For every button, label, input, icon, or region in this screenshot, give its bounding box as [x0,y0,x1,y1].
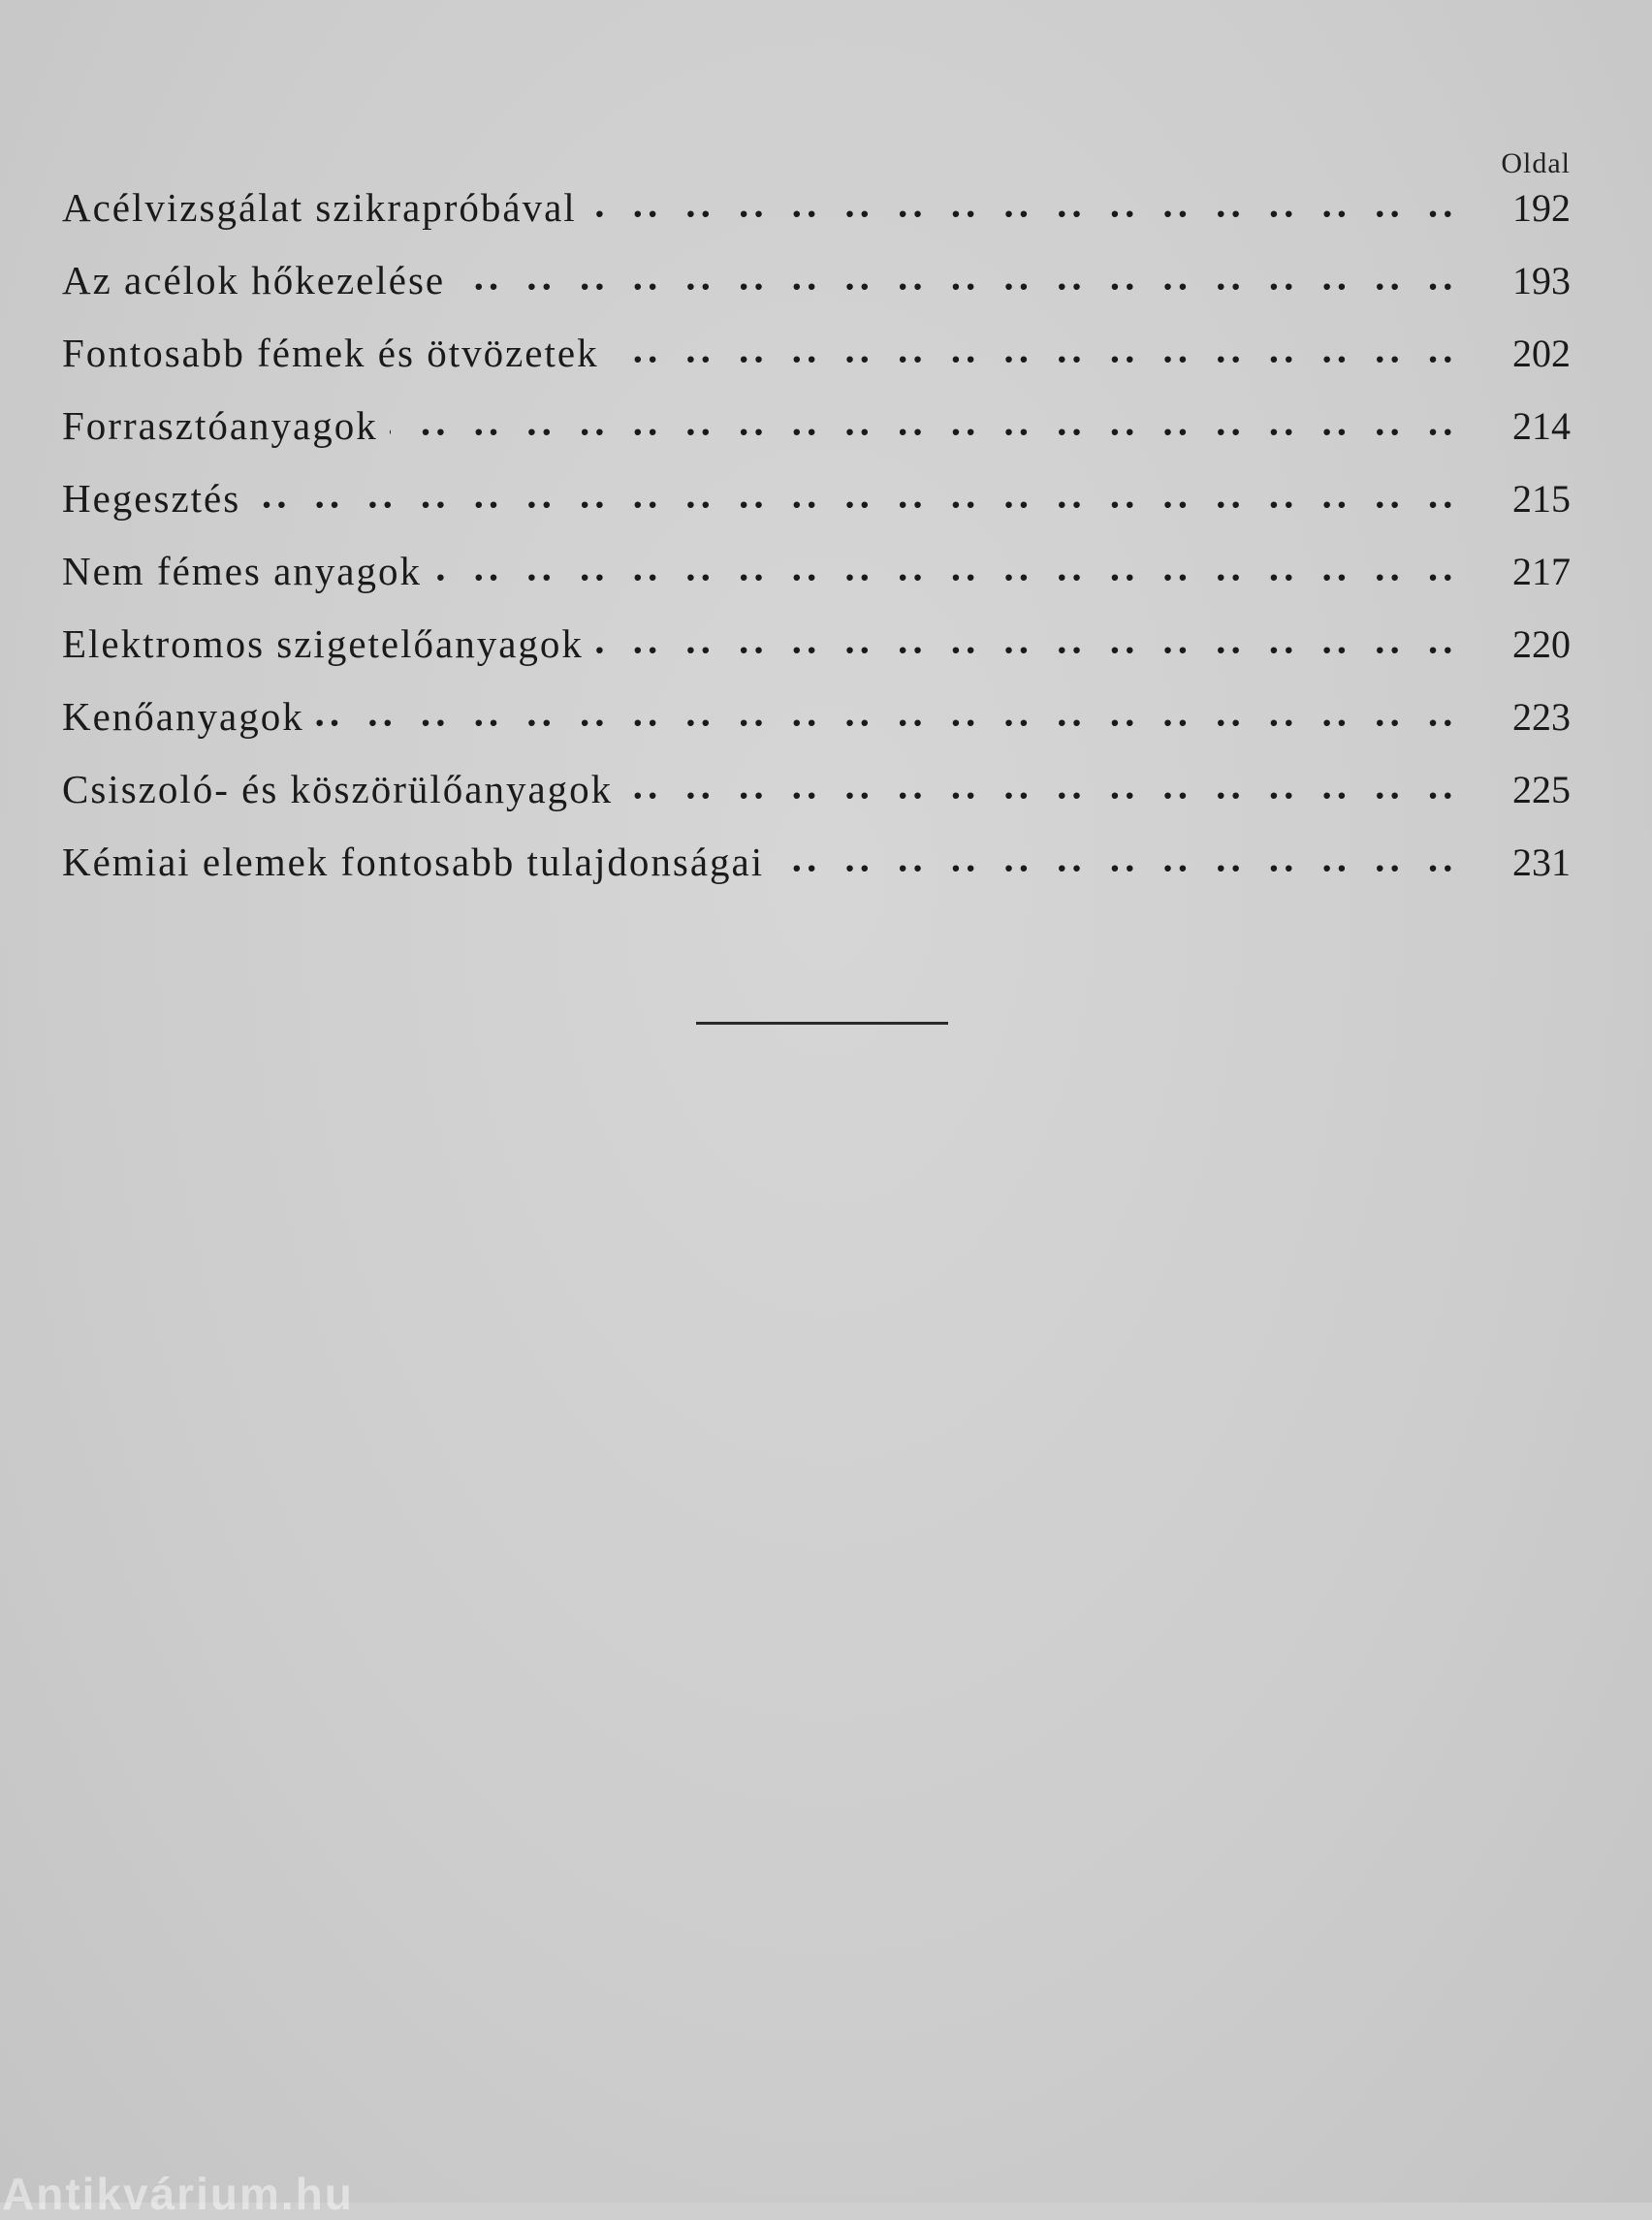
toc-entry-title: Forrasztóanyagok [62,403,378,448]
dot-leader [588,191,1479,239]
toc-entry-page: 202 [1512,332,1571,375]
toc-entry-title: Acélvizsgálat szikrapróbával [62,185,577,230]
dot-leader [390,409,1479,458]
toc-entry [62,330,1571,402]
toc-entry [62,766,1571,839]
toc-entry-title: Elektromos szigetelőanyagok [62,621,584,666]
toc-entry-title: Nem fémes anyagok [62,549,422,593]
page-column-label: Oldal [1501,147,1571,179]
toc-entry [62,839,1571,911]
toc-entry [62,693,1571,766]
toc-entry [62,184,1571,257]
toc-entry [62,257,1571,330]
dot-leader [595,627,1479,676]
toc-entry-page: 193 [1512,259,1571,302]
toc-entry-page: 223 [1512,695,1571,739]
toc-entry-title: Csiszoló- és köszörülőanyagok [62,767,614,811]
dot-leader [316,700,1479,748]
toc-entry-page: 220 [1512,622,1571,666]
dot-leader [776,845,1479,894]
toc-entry-title: Az acélok hőkezelése [62,258,446,302]
toc-entry [62,620,1571,693]
toc-entry-title: Kenőanyagok [62,694,304,739]
dot-leader [252,482,1479,530]
toc-entry-title: Fontosabb fémek és ötvözetek [62,331,599,375]
dot-leader [611,336,1479,385]
toc-entry-page: 231 [1512,840,1571,884]
toc-entry-page: 192 [1512,186,1571,230]
toc-entry [62,475,1571,548]
toc-entry [62,402,1571,475]
watermark: Antikvárium.hu [2,2169,354,2219]
dot-leader [457,264,1479,312]
dot-leader [624,773,1479,821]
dot-leader [433,555,1479,603]
toc-entry-page: 225 [1512,768,1571,811]
toc-entry-page: 214 [1512,404,1571,448]
toc-entry-title: Hegesztés [62,476,241,521]
table-of-contents [62,184,1571,911]
toc-entry [62,548,1571,620]
toc-entry-page: 215 [1512,477,1571,521]
toc-entry-page: 217 [1512,550,1571,593]
section-divider [696,1022,948,1025]
toc-entry-title: Kémiai elemek fontosabb tulajdonságai [62,840,765,884]
